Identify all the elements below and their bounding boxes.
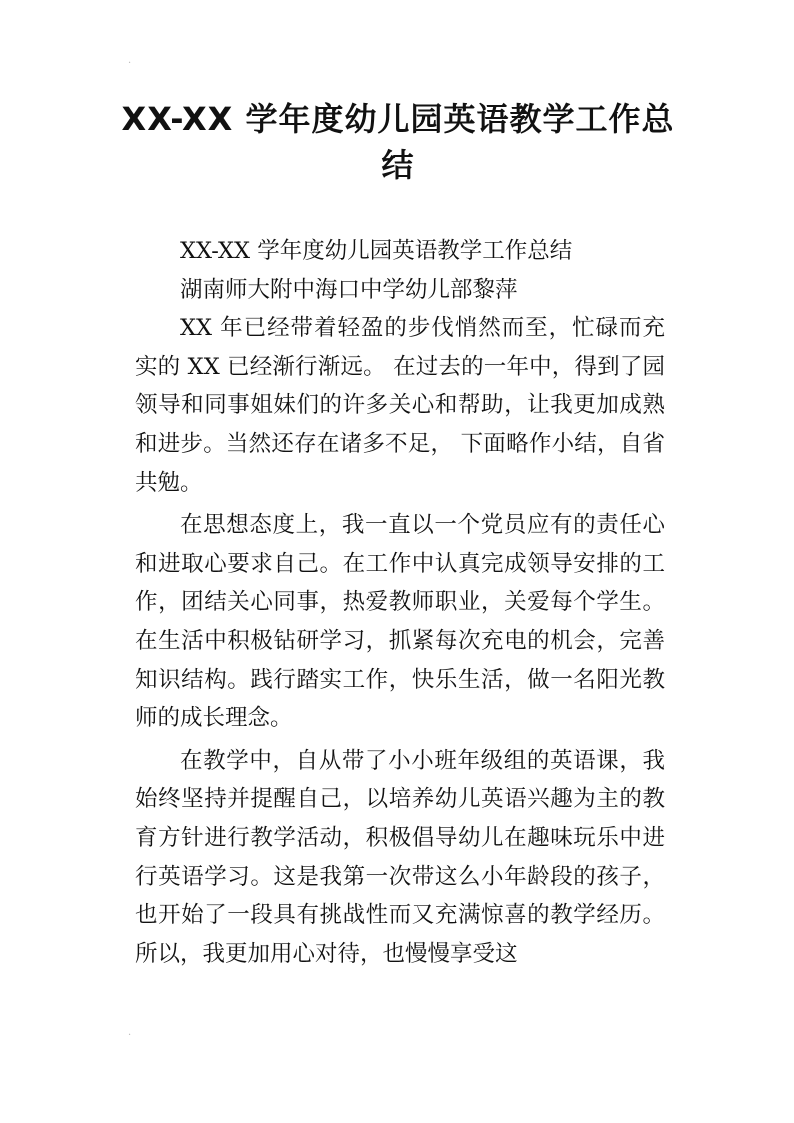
body-paragraph-teaching: 在教学中，自从带了小小班年级组的英语课，我始终坚持并提醒自己，以培养幼儿英语兴趣为主的教育方针进行教学活动，积极倡导幼儿在趣味玩乐中进行英语学习。这是我第一次带这么小年龄段的孩子，也开始了一段具有挑战性而又充满惊喜的教学经历。所以，我更加用心对待，也慢慢享受这	[135, 747, 665, 967]
body-paragraph-intro: XX 年已经带着轻盈的步伐悄然而至，忙碌而充实的 XX 已经渐行渐远。 在过去的一年中，得到了园领导和同事姐妹们的许多关心和帮助，让我更加成熟和进步。当然还存在诸多不足， 下面略作小结，自省共勉。	[135, 315, 665, 496]
document-body	[135, 232, 665, 973]
document-title: XX-XX 学年度幼儿园英语教学工作总结	[121, 100, 675, 184]
corner-mark-top: ·	[128, 58, 132, 69]
body-paragraph-subtitle: XX-XX 学年度幼儿园英语教学工作总结	[180, 238, 573, 264]
body-paragraph-author: 湖南师大附中海口中学幼儿部黎萍	[180, 276, 518, 303]
body-paragraph-attitude: 在思想态度上，我一直以一个党员应有的责任心和进取心要求自己。在工作中认真完成领导安排的工作，团结关心同事，热爱教师职业，关爱每个学生。在生活中积极钻研学习，抓紧每次充电的机会，完善知识结构。践行踏实工作，快乐生活，做一名阳光教师的成长理念。	[135, 512, 665, 732]
corner-mark-bottom: ·	[128, 1030, 132, 1041]
